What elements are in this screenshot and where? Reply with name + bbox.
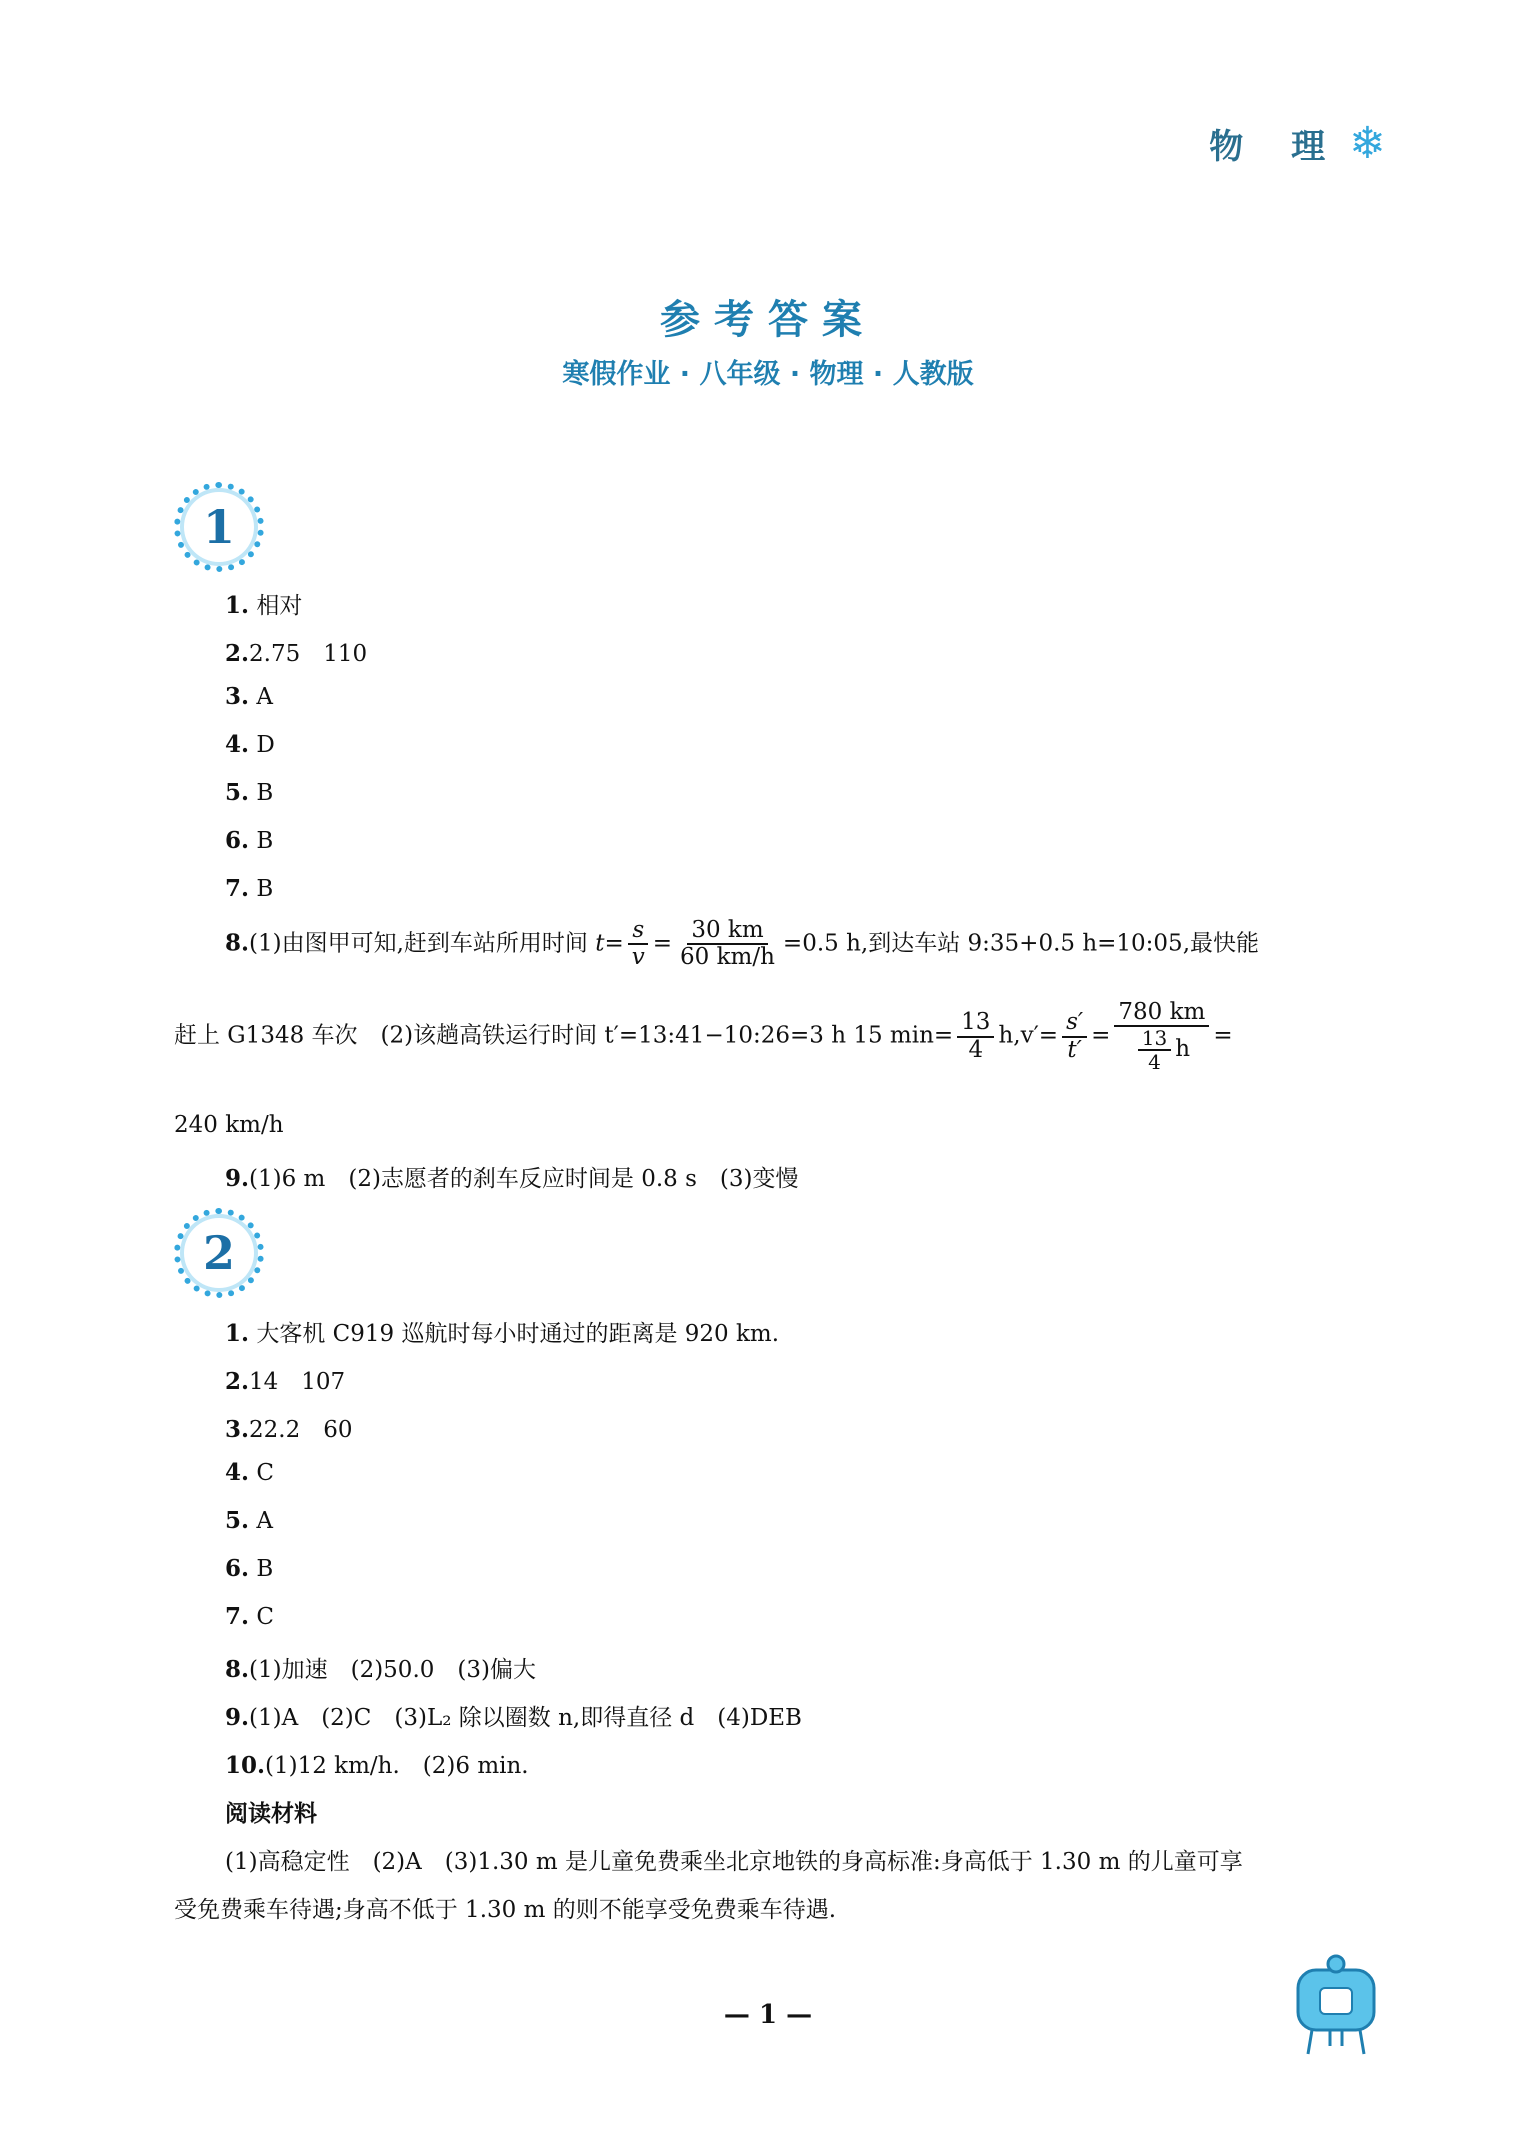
s2-answer-10: 10.(1)12 km/h. (2)6 min. [225, 1752, 529, 1779]
s2-answer-1: 1. 大客机 C919 巡航时每小时通过的距离是 920 km. [225, 1320, 780, 1347]
s2-answer-6: 6. B [225, 1555, 274, 1582]
s2-answer-8: 8.(1)加速 (2)50.0 (3)偏大 [225, 1656, 536, 1683]
snowflake-icon: ❄ [1349, 118, 1386, 169]
s1-answer-8-line2: 赶上 G1348 车次 (2)该趟高铁运行时间 t′=13:41−10:26=3 h 15 min= $\frac{13}{4}$ h,v′= $\frac{s'}{t'}$ = 780 km $\frac{13}{4}$ h = [174, 999, 1233, 1075]
s1-answer-2: 2.2.75 110 [225, 640, 368, 667]
section-1-badge [174, 482, 264, 572]
s2-answer-9: 9.(1)A (2)C (3)L₂ 除以圈数 n,即得直径 d (4)DEB [225, 1704, 802, 1731]
subject-header [1209, 118, 1386, 169]
section-1-number: 1 [202, 500, 235, 554]
fraction-distance-over-speed: $\frac{30 km}{60 km/h}$ [680, 917, 775, 971]
s2-answer-3: 3.22.2 60 [225, 1416, 353, 1443]
s1-answer-1: 1. 相对 [225, 592, 303, 619]
s2-answer-5: 5. A [225, 1507, 273, 1534]
page-subtitle: 寒假作业 · 八年级 · 物理 · 人教版 [562, 359, 974, 390]
fraction-s-over-v: $\frac{s}{v}$ [628, 918, 649, 971]
s1-answer-8-line3: 240 km/h [174, 1112, 284, 1138]
fraction-780-over-13-4: 780 km $\frac{13}{4}$ h [1114, 1000, 1209, 1073]
s1-answer-3: 3. A [225, 683, 273, 710]
lantern-mascot-icon [1290, 1950, 1382, 2060]
subject-label: 物 理 [1209, 127, 1344, 167]
s2-answer-7: 7. C [225, 1603, 274, 1630]
page-number: — 1 — [723, 2000, 813, 2030]
s1-answer-6: 6. B [225, 827, 274, 854]
reading-material-line-1: (1)高稳定性 (2)A (3)1.30 m 是儿童免费乘坐北京地铁的身高标准:身高低于 1.30 m 的儿童可享 [225, 1849, 1243, 1875]
section-2-number: 2 [202, 1226, 235, 1280]
s1-answer-4: 4. D [225, 731, 275, 758]
fraction-s-prime-over-t-prime: $\frac{s'}{t'}$ [1062, 1010, 1087, 1063]
s1-answer-7: 7. B [225, 875, 274, 902]
page-title: 参考答案 [660, 297, 876, 343]
reading-material-heading: 阅读材料 [225, 1800, 317, 1827]
reading-material-line-2: 受免费乘车待遇;身高不低于 1.30 m 的则不能享受免费乘车待遇. [174, 1897, 837, 1923]
s1-answer-8-line1: 8.(1)由图甲可知,赶到车站所用时间 t= $\frac{s}{v}$ = $\frac{30 km}{60 km/h}$ =0.5 h,到达车站 9:35+0.5 h=10:05,最快能 [225, 917, 1260, 971]
s1-answer-5: 5. B [225, 779, 274, 806]
s1-answer-9: 9.(1)6 m (2)志愿者的刹车反应时间是 0.8 s (3)变慢 [225, 1165, 799, 1192]
fraction-13-over-4: $\frac{13}{4}$ [957, 1010, 994, 1063]
section-2-badge [174, 1208, 264, 1298]
s2-answer-4: 4. C [225, 1459, 274, 1486]
s2-answer-2: 2.14 107 [225, 1368, 346, 1395]
